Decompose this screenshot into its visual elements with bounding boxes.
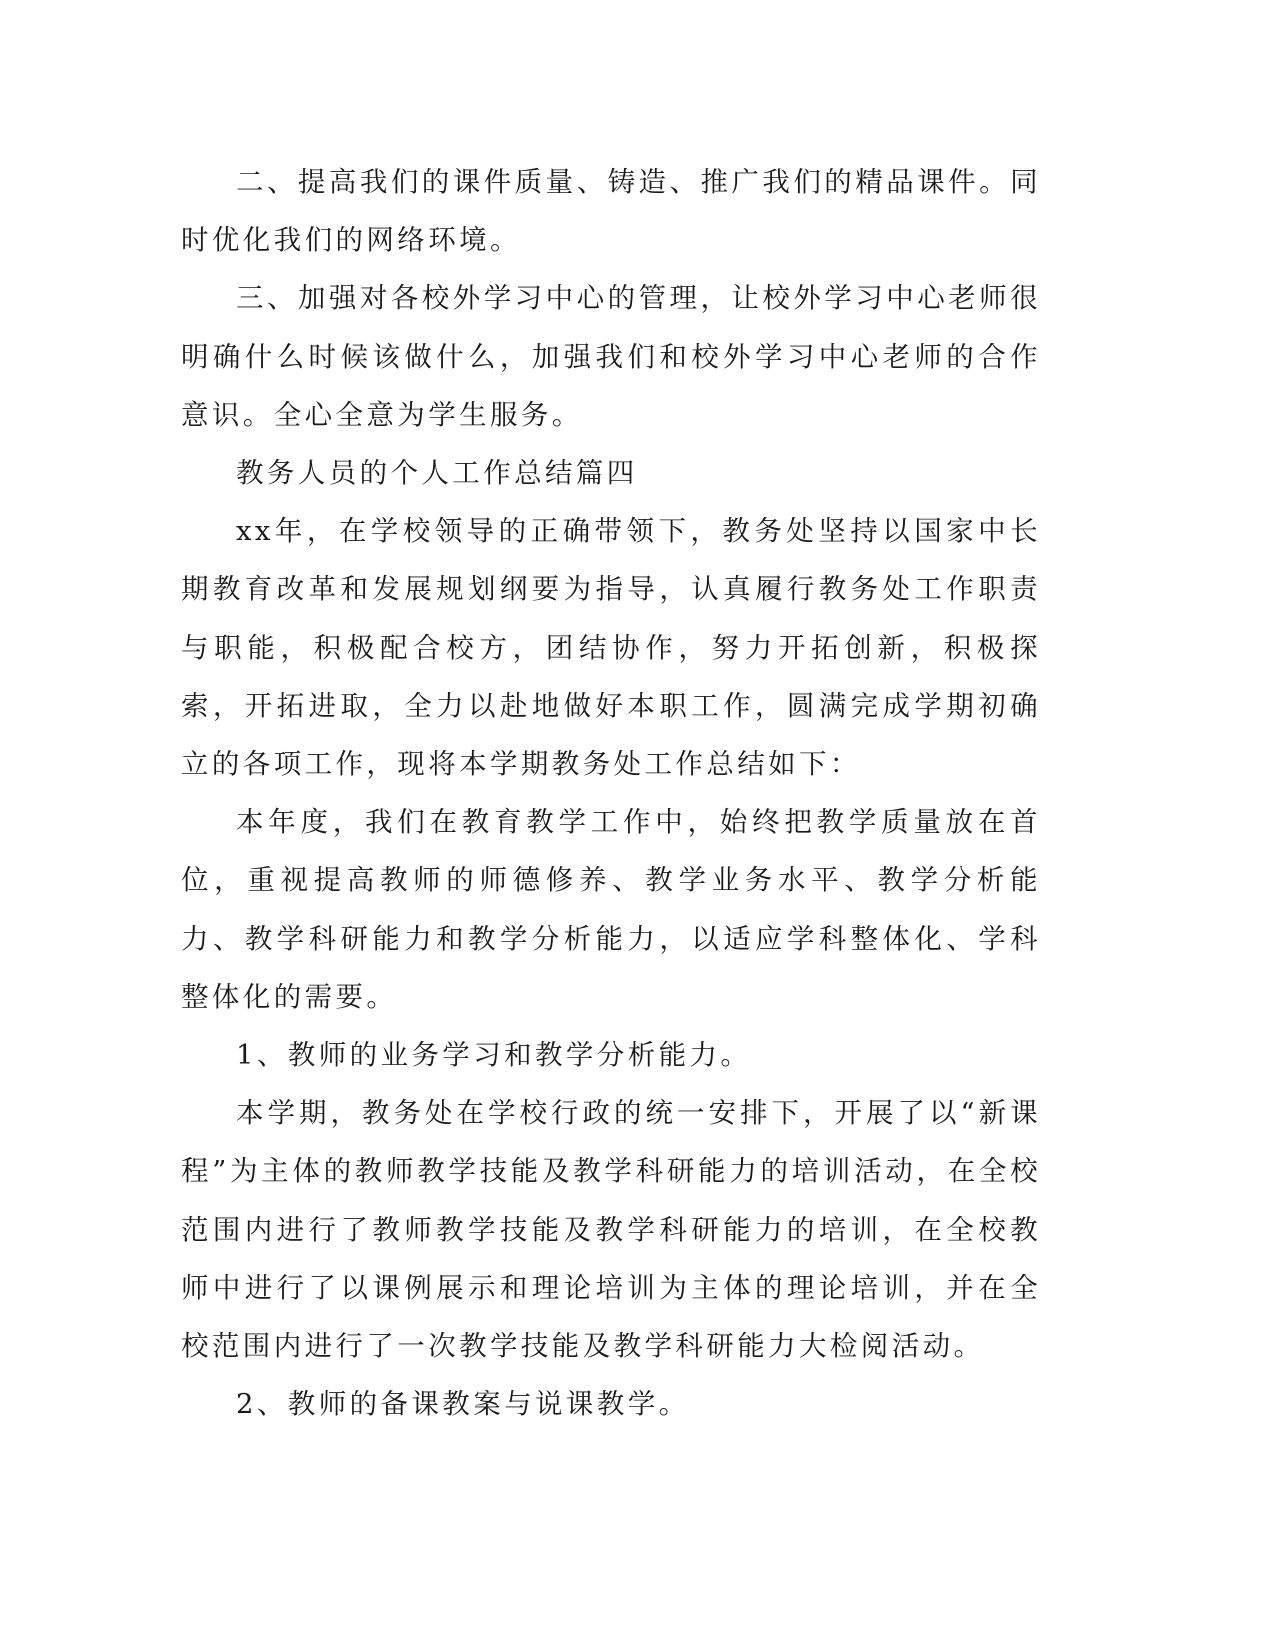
document-body bbox=[181, 153, 1041, 1433]
paragraph-improve-courseware: 二、提高我们的课件质量、铸造、推广我们的精品课件。同时优化我们的网络环境。 bbox=[181, 166, 1041, 257]
paragraph-strengthen-management: 三、加强对各校外学习中心的管理，让校外学习中心老师很明确什么时候该做什么，加强我们和校外学习中心老师的合作意识。全心全意为学生服务。 bbox=[181, 282, 1041, 431]
section-heading: 教务人员的个人工作总结篇四 bbox=[236, 457, 638, 490]
paragraph-item-1: 1、教师的业务学习和教学分析能力。 bbox=[236, 1039, 752, 1072]
paragraph-training: 本学期，教务处在学校行政的统一安排下，开展了以“新课程”为主体的教师教学技能及教学科研能力的培训活动，在全校范围内进行了教师教学技能及教学科研能力的培训，在全校教师中进行了以课例展示和理论培训为主体的理论培训，并在全校范围内进行了一次教学技能及教学科研能力大检阅活动。 bbox=[181, 1097, 1041, 1363]
paragraph-intro: xx年，在学校领导的正确带领下，教务处坚持以国家中长期教育改革和发展规划纲要为指导，认真履行教务处工作职责与职能，积极配合校方，团结协作，努力开拓创新，积极探索，开拓进取，全力以赴地做好本职工作，圆满完成学期初确立的各项工作，现将本学期教务处工作总结如下： bbox=[181, 515, 1041, 781]
paragraph-teaching-quality: 本年度，我们在教育教学工作中，始终把教学质量放在首位，重视提高教师的师德修养、教学业务水平、教学分析能力、教学科研能力和教学分析能力，以适应学科整体化、学科整体化的需要。 bbox=[181, 806, 1041, 1013]
paragraph-item-2: 2、教师的备课教案与说课教学。 bbox=[236, 1388, 690, 1421]
